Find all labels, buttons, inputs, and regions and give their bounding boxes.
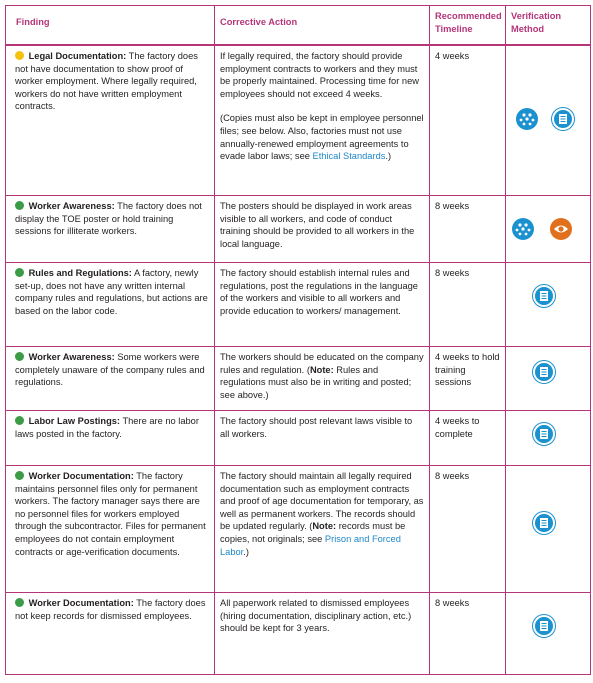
check-badge-icon	[15, 201, 24, 210]
people-icon	[512, 218, 534, 240]
table-row	[6, 45, 591, 196]
finding-text: The factory does not display the TOE poster or hold training sessions for illiterate workers.	[15, 201, 202, 237]
document-icon	[533, 615, 555, 637]
finding-title: Labor Law Postings:	[28, 416, 121, 426]
ethical-standards-link[interactable]: Ethical Standards	[312, 151, 386, 162]
document-icon	[533, 361, 555, 383]
finding-cell	[6, 45, 215, 196]
action-note-label: Note:	[312, 521, 337, 532]
finding-text: The factory maintains personnel files only for permanent workers. The factory manager says there are no personnel files for workers employed through the subcontractor. Files for permanent employees do not contain employment contracts or age-verification documents.	[15, 471, 206, 557]
timeline-cell: 4 weeks to complete	[430, 411, 506, 466]
finding-title: Worker Awareness:	[28, 352, 115, 362]
finding-cell	[6, 593, 215, 675]
finding-text: The factory does not keep records for dismissed employees.	[15, 598, 206, 621]
verification-cell	[506, 45, 591, 196]
finding-text: There are no labor laws posted in the factory.	[15, 416, 199, 439]
header-timeline: Recommended Timeline	[430, 6, 506, 46]
action-note-text: Rules and regulations must also be in writing and posted; see above.)	[220, 364, 412, 400]
finding-cell	[6, 263, 215, 347]
finding-cell	[6, 196, 215, 263]
document-icon	[552, 108, 574, 130]
finding-cell	[6, 347, 215, 411]
action-cell	[215, 45, 430, 196]
finding-text: Some workers were completely unaware of the company rules and regulations.	[15, 352, 205, 388]
action-cell: The factory should post relevant laws visible to all workers.	[215, 411, 430, 466]
document-icon	[533, 423, 555, 445]
table-row	[6, 263, 591, 347]
action-text: The factory should maintain all legally required documentation such as employment contracts and proof of age documentation for temporary, as well as permanent workers. The records should be updated regularly. (	[220, 471, 424, 532]
verification-cell	[506, 593, 591, 675]
table-row	[6, 411, 591, 466]
check-badge-icon	[15, 416, 24, 425]
finding-cell	[6, 466, 215, 593]
timeline-cell: 8 weeks	[430, 593, 506, 675]
action-note-end: .)	[385, 151, 392, 162]
timeline-cell: 8 weeks	[430, 466, 506, 593]
table-row	[6, 593, 591, 675]
finding-title: Rules and Regulations:	[28, 268, 132, 278]
action-note-text: records must be copies, not originals; see	[220, 521, 406, 544]
verification-cell	[506, 263, 591, 347]
verification-cell	[506, 411, 591, 466]
timeline-cell: 4 weeks to hold training sessions	[430, 347, 506, 411]
action-text: If legally required, the factory should provide employment contracts to workers and they must be properly maintained. Processing time for new employees should not exceed 4 weeks.	[220, 51, 419, 99]
timeline-cell: 8 weeks	[430, 196, 506, 263]
action-note-label: Note:	[309, 364, 334, 375]
action-cell: The factory should establish internal rules and regulations, post the regulations in the language of the workers and visible to all workers and provide education to workers/ management.	[215, 263, 430, 347]
finding-title: Worker Documentation:	[28, 471, 134, 481]
action-note	[220, 112, 424, 162]
table-row	[6, 466, 591, 593]
header-corrective-action: Corrective Action	[215, 6, 430, 46]
document-icon	[533, 285, 555, 307]
finding-title: Legal Documentation:	[28, 51, 127, 61]
alert-badge-icon	[15, 51, 24, 60]
action-text: The workers should be educated on the company rules and regulation. (	[220, 352, 424, 375]
eye-icon	[550, 218, 572, 240]
table-row	[6, 347, 591, 411]
action-cell	[215, 466, 430, 593]
finding-text: The factory does not have documentation to show proof of worker employment. Where legally required, workers do not have written employment contracts.	[15, 51, 198, 112]
verification-cell	[506, 466, 591, 593]
header-row	[6, 6, 591, 46]
check-badge-icon	[15, 268, 24, 277]
header-verification: Verification Method	[506, 6, 591, 46]
verification-cell	[506, 196, 591, 263]
prison-forced-labor-link[interactable]: Prison and Forced Labor	[220, 533, 401, 557]
check-badge-icon	[15, 471, 24, 480]
check-badge-icon	[15, 598, 24, 607]
finding-cell	[6, 411, 215, 466]
action-cell: All paperwork related to dismissed employees (hiring documentation, disciplinary action, etc.) should be kept for 3 years.	[215, 593, 430, 675]
action-cell	[215, 347, 430, 411]
people-icon	[516, 108, 538, 130]
timeline-cell: 4 weeks	[430, 45, 506, 196]
document-icon	[533, 512, 555, 534]
finding-title: Worker Awareness:	[28, 201, 115, 211]
table-row	[6, 196, 591, 263]
header-finding: Finding	[6, 6, 215, 46]
action-note-end: .)	[243, 546, 249, 557]
findings-table	[5, 5, 591, 675]
action-cell: The posters should be displayed in work areas visible to all workers, and code of conduct training should be provided to all workers in the local language.	[215, 196, 430, 263]
finding-text: A factory, newly set-up, does not have any written internal company rules and regulations, but actions are based on the labor code.	[15, 268, 208, 316]
action-note-text: (Copies must also be kept in employee personnel files; see below. Also, factories must not use annually-renewed employment agreements to evade labor laws; see	[220, 113, 424, 162]
verification-cell	[506, 347, 591, 411]
finding-title: Worker Documentation:	[28, 598, 134, 608]
timeline-cell: 8 weeks	[430, 263, 506, 347]
check-badge-icon	[15, 352, 24, 361]
